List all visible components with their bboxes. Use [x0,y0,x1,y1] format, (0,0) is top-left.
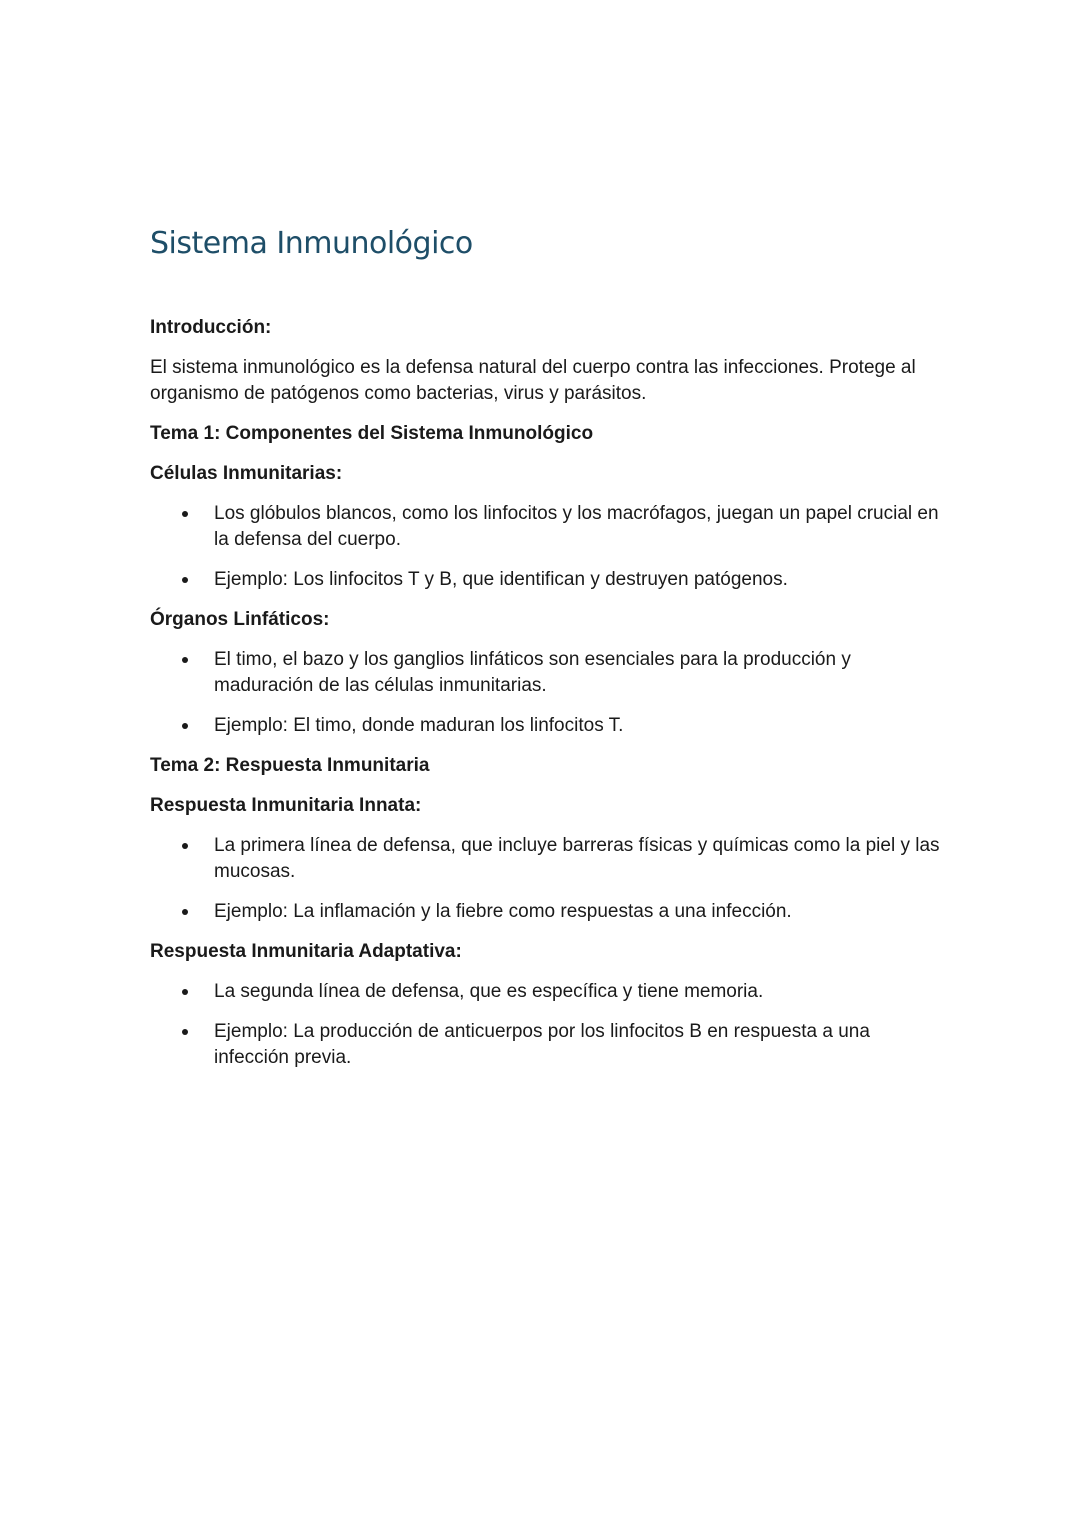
bullet-icon [182,657,188,663]
bullet-icon [182,723,188,729]
intro-heading: Introducción: [150,317,272,338]
bullet-list-organos [150,647,940,739]
list-item [150,833,940,885]
section-heading-organos: Órganos Linfáticos: [150,609,330,630]
list-item-text: El timo, el bazo y los ganglios linfáticos son esenciales para la producción y maduración de las células inmunitarias. [214,649,851,696]
bullet-list-adaptativa [150,979,940,1071]
list-item [150,1019,940,1071]
list-item-text: Los glóbulos blancos, como los linfocitos y los macrófagos, juegan un papel crucial en la defensa del cuerpo. [214,503,939,550]
list-item-text: Ejemplo: La producción de anticuerpos por los linfocitos B en respuesta a una infección previa. [214,1021,870,1068]
intro-paragraph: El sistema inmunológico es la defensa natural del cuerpo contra las infecciones. Protege al organismo de patógenos como bacterias, virus y parásitos. [150,357,916,404]
document-body [150,315,940,1085]
bullet-icon [182,511,188,517]
list-item [150,501,940,553]
tema-1-heading: Tema 1: Componentes del Sistema Inmunológico [150,423,594,444]
section-heading-innata: Respuesta Inmunitaria Innata: [150,795,422,816]
bullet-icon [182,843,188,849]
list-item-text: Ejemplo: Los linfocitos T y B, que identifican y destruyen patógenos. [214,569,788,590]
bullet-icon [182,1029,188,1035]
bullet-icon [182,909,188,915]
list-item [150,647,940,699]
list-item-text: Ejemplo: El timo, donde maduran los linfocitos T. [214,715,624,736]
tema-2-heading: Tema 2: Respuesta Inmunitaria [150,755,430,776]
list-item [150,713,940,739]
list-item-text: Ejemplo: La inflamación y la fiebre como respuestas a una infección. [214,901,792,922]
list-item [150,899,940,925]
section-heading-celulas: Células Inmunitarias: [150,463,343,484]
section-heading-adaptativa: Respuesta Inmunitaria Adaptativa: [150,941,462,962]
document-title: Sistema Inmunológico [150,226,473,261]
bullet-icon [182,577,188,583]
list-item-text: La primera línea de defensa, que incluye barreras físicas y químicas como la piel y las mucosas. [214,835,940,882]
list-item [150,567,940,593]
bullet-icon [182,989,188,995]
list-item-text: La segunda línea de defensa, que es específica y tiene memoria. [214,981,764,1002]
list-item [150,979,940,1005]
bullet-list-innata [150,833,940,925]
bullet-list-celulas [150,501,940,593]
